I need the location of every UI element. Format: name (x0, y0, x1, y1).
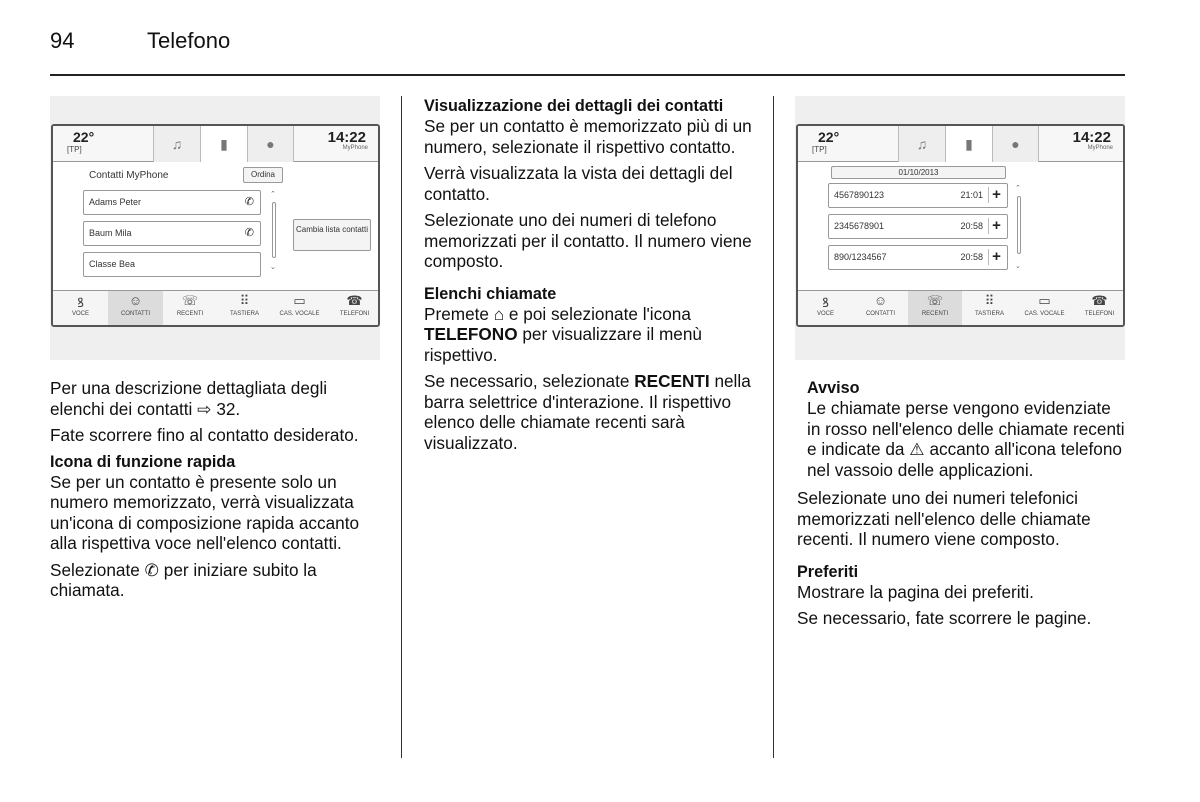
info-tab-icon: ● (247, 126, 294, 162)
clock: 14:22 (1072, 129, 1111, 146)
voice-icon: ꝸ (77, 295, 84, 310)
keypad-icon: ⠿ (239, 293, 250, 308)
paragraph: Per una descrizione dettagliata degli elenchi dei contatti ⇨ 32. (50, 378, 328, 419)
scrollbar[interactable] (1016, 184, 1022, 276)
audio-tab-icon: ♫ (153, 126, 200, 162)
voicemail-icon: ▭ (1038, 293, 1051, 308)
column-divider (401, 96, 402, 758)
paragraph: Selezionate uno dei numeri di telefono memorizzati per il contatto. Il numero viene composto. (424, 210, 752, 271)
scroll-down-icon[interactable]: ⌄ (1015, 263, 1021, 270)
keypad-button[interactable]: ⠿ TASTIERA (217, 291, 272, 326)
section-heading: Preferiti (797, 562, 859, 581)
page-number: 94 (50, 28, 75, 53)
phones-button[interactable]: ☎ TELEFONI (327, 291, 380, 326)
note-box (797, 378, 1127, 480)
keypad-button[interactable]: ⠿ TASTIERA (962, 291, 1017, 326)
call-number: 4567890123 (834, 190, 885, 200)
note-title: Avviso (807, 379, 860, 397)
keypad-icon: ⠿ (984, 293, 995, 308)
paragraph: Se per un contatto è memorizzato più di un numero, selezionate il rispettivo contatto. (424, 116, 752, 157)
contacts-button[interactable]: ☺ CONTATTI (853, 291, 908, 326)
scroll-up-icon[interactable]: ⌃ (1015, 185, 1021, 192)
phone-tab-icon: ▮ (200, 126, 247, 162)
phone-icon[interactable]: ✆ (244, 227, 254, 239)
section-heading: Icona di funzione rapida (50, 452, 236, 471)
contact-row[interactable] (83, 252, 261, 277)
header-divider (50, 74, 1125, 76)
voicemail-button[interactable]: ▭ CAS. VOCALE (1017, 291, 1072, 326)
phone-bluetooth-icon: ☎ (1091, 293, 1108, 308)
figure-contacts (50, 96, 380, 360)
info-tab-icon: ● (992, 126, 1039, 162)
call-number: 2345678901 (834, 221, 885, 231)
call-time: 20:58 (960, 252, 983, 262)
contact-row[interactable] (83, 190, 261, 215)
note-text: Le chiamate perse vengono evidenziate in rosso nell'elenco delle chiamate recenti e indicate da ⚠ accanto all'icona telefono nel vassoio delle applicazioni. (807, 398, 1125, 480)
paragraph: Fate scorrere fino al contatto desiderato. (50, 425, 359, 445)
paragraph: Se per un contatto è presente solo un numero memorizzato, verrà visualizzata un'icona di composizione rapida accanto alla rispettiva voce nell'elenco contatti. (50, 471, 360, 553)
clock: 14:22 (327, 129, 366, 146)
tp-indicator: [TP] (812, 145, 827, 154)
phone-icon[interactable]: ✆ (244, 196, 254, 208)
contact-name: Baum Mila (89, 228, 132, 238)
contact-row[interactable] (83, 221, 261, 246)
contacts-screen (51, 124, 380, 327)
recent-calls-screen (796, 124, 1125, 327)
home-icon: ⌂ (493, 303, 505, 324)
call-row[interactable] (828, 214, 1008, 239)
call-row[interactable] (828, 245, 1008, 270)
section-heading: Elenchi chiamate (424, 284, 557, 303)
interaction-bar (798, 290, 1123, 325)
scroll-thumb[interactable] (1017, 196, 1021, 254)
add-icon[interactable]: + (988, 187, 1004, 203)
call-time: 20:58 (960, 221, 983, 231)
contact-name: Classe Bea (89, 259, 136, 269)
scrollbar[interactable] (271, 190, 277, 278)
paragraph: Verrà visualizzata la vista dei dettagli del contatto. (424, 163, 733, 204)
column-1 (50, 378, 385, 607)
audio-tab-icon: ♫ (898, 126, 945, 162)
voicemail-button[interactable]: ▭ CAS. VOCALE (272, 291, 327, 326)
contacts-button[interactable]: ☺ CONTATTI (108, 291, 163, 326)
paragraph: Selezionate ✆ per iniziare subito la chiamata. (50, 559, 317, 600)
phone-icon: ✆ (144, 559, 160, 580)
temperature: 22° (818, 129, 840, 145)
recent-button[interactable]: ☏ RECENTI (163, 291, 217, 326)
call-time: 21:01 (960, 190, 983, 200)
recent-calls-icon: ☏ (926, 293, 944, 308)
interaction-bar (53, 290, 378, 325)
column-3 (797, 378, 1127, 635)
date-header: 01/10/2013 (831, 166, 1006, 179)
column-2 (424, 96, 754, 459)
call-row[interactable] (828, 183, 1008, 208)
phone-bluetooth-icon: ☎ (346, 293, 363, 308)
network-name: MyPhone (342, 145, 368, 151)
phone-tab-icon: ▮ (945, 126, 992, 162)
scroll-thumb[interactable] (272, 202, 276, 258)
contact-name: Adams Peter (89, 197, 142, 207)
contacts-icon: ☺ (873, 293, 888, 308)
status-bar (53, 126, 378, 162)
recent-calls-icon: ☏ (181, 293, 199, 308)
network-name: MyPhone (1087, 145, 1113, 151)
add-icon[interactable]: + (988, 249, 1004, 265)
change-list-button[interactable]: Cambia lista contatti (293, 219, 371, 251)
paragraph: Selezionate uno dei numeri telefonici memorizzati nell'elenco delle chiamate recenti. Il numero viene composto. (797, 488, 1091, 549)
section-heading: Visualizzazione dei dettagli dei contatti (424, 97, 724, 115)
contacts-icon: ☺ (128, 293, 143, 308)
voicemail-icon: ▭ (293, 293, 306, 308)
scroll-up-icon[interactable]: ⌃ (270, 191, 276, 198)
voice-button[interactable]: ꝸ VOCE (798, 291, 853, 326)
paragraph: Se necessario, fate scorrere le pagine. (797, 608, 1092, 628)
voice-button[interactable]: ꝸ VOCE (53, 291, 108, 326)
warning-icon: ⚠ (909, 439, 925, 459)
sort-button[interactable]: Ordina (243, 167, 283, 183)
recent-button[interactable]: ☏ RECENTI (908, 291, 962, 326)
contacts-title: Contatti MyPhone (89, 170, 169, 181)
temperature: 22° (73, 129, 95, 145)
paragraph: Se necessario, selezionate RECENTI nella barra selettrice d'interazione. Il rispettivo elenco delle chiamate recenti sarà visualizzato. (424, 371, 751, 453)
status-bar (798, 126, 1123, 162)
page-title: Telefono (147, 28, 231, 53)
figure-recent-calls (795, 96, 1125, 360)
call-number: 890/1234567 (834, 252, 887, 262)
paragraph: Premete ⌂ e poi selezionate l'icona TELEFONO per visualizzare il menù rispettivo. (424, 303, 702, 365)
paragraph: Mostrare la pagina dei preferiti. (797, 581, 1034, 602)
phones-button[interactable]: ☎ TELEFONI (1072, 291, 1125, 326)
voice-icon: ꝸ (822, 295, 829, 310)
add-icon[interactable]: + (988, 218, 1004, 234)
column-divider (773, 96, 774, 758)
tp-indicator: [TP] (67, 145, 82, 154)
scroll-down-icon[interactable]: ⌄ (270, 264, 276, 271)
